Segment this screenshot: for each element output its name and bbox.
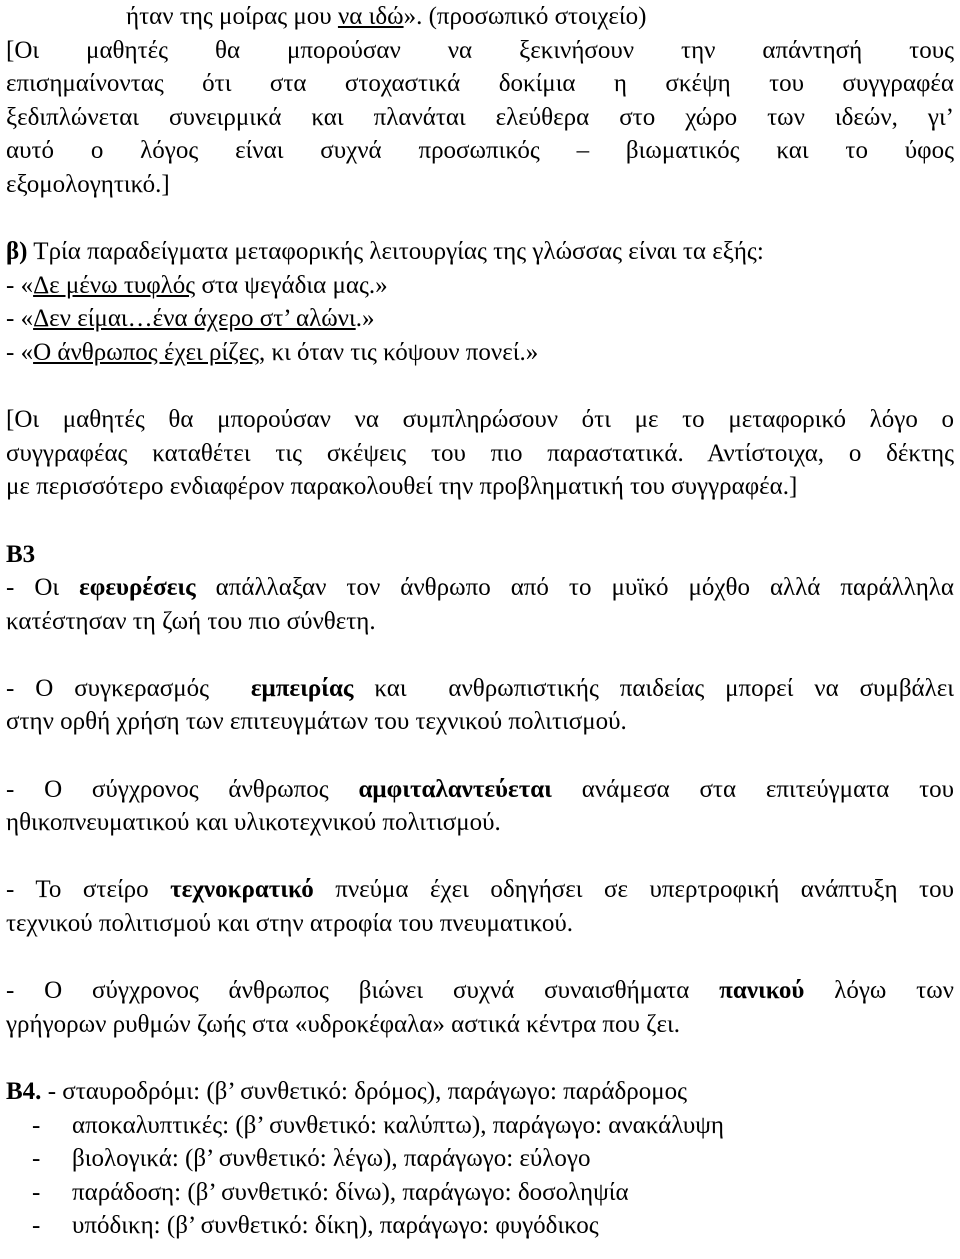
intro-line-5: αυτό ο λόγος είναι συχνά προσωπικός – βιωματικός και το ύφος	[6, 137, 954, 165]
spacer	[6, 739, 954, 773]
intro-line-4: ξεδιπλώνεται συνειρμικά και πλανάται ελεύθερα στο χώρο των ιδεών, γι’	[6, 103, 954, 131]
note-line-1: [Οι μαθητές θα μπορούσαν να συμπληρώσουν ότι με το μεταφορικό λόγο ο	[6, 406, 954, 434]
note-line-3: με περισσότερο ενδιαφέρον παρακολουθεί την προβληματική του συγγραφέα.]	[6, 473, 798, 501]
b3-item-line: κατέστησαν τη ζωή του πιο σύνθετη.	[6, 607, 376, 635]
b3-item-line: γρήγορων ρυθμών ζωής στα «υδροκέφαλα» αστικά κέντρα που ζει.	[6, 1010, 681, 1038]
spacer	[6, 638, 954, 672]
b3-item-line: - Ο συγκερασμός εμπειρίας και ανθρωπιστικής παιδείας μπορεί να συμβάλει	[6, 674, 954, 702]
example-item: - «Ο άνθρωπος έχει ρίζες, κι όταν τις κόψουν πονεί.»	[6, 338, 539, 366]
intro-line-6: εξομολογητικό.]	[6, 170, 170, 198]
b3-item-line: - Ο σύγχρονος άνθρωπος αμφιταλαντεύεται ανάμεσα στα επιτεύγματα του	[6, 775, 955, 803]
list-item: - αποκαλυπτικές: (β’ συνθετικό: καλύπτω), παράγωγο: ανακάλυψη	[32, 1111, 725, 1139]
b3-item-line: ηθικοπνευματικού και υλικοτεχνικού πολιτισμού.	[6, 809, 501, 837]
document-page	[6, 0, 954, 1243]
b3-heading: Β3	[6, 540, 36, 568]
list-item: - παράδοση: (β’ συνθετικό: δίνω), παράγωγο: δοσοληψία	[32, 1178, 629, 1206]
intro-line-1: ήταν της μοίρας μου να ιδώ». (προσωπικό στοιχείο)	[126, 3, 647, 30]
b3-item-line: - Το στείρο τεχνοκρατικό πνεύμα έχει οδηγήσει σε υπερτροφική ανάπτυξη του	[6, 876, 954, 904]
b4-first-line: Β4. - σταυροδρόμι: (β’ συνθετικό: δρόμος), παράγωγο: παράδρομος	[6, 1078, 688, 1105]
list-item: - βιολογικά: (β’ συνθετικό: λέγω), παράγωγο: εύλογο	[32, 1145, 591, 1173]
intro-line-3: επισημαίνοντας ότι στα στοχαστικά δοκίμια η σκέψη του συγγραφέα	[6, 70, 954, 98]
list-item: - υπόδικη: (β’ συνθετικό: δίκη), παράγωγο: φυγόδικος	[32, 1212, 599, 1240]
spacer	[6, 941, 954, 975]
b3-item-line: - Οι εφευρέσεις απάλλαξαν τον άνθρωπο από το μυϊκό μόχθο αλλά παράλληλα	[6, 574, 955, 602]
note-line-2: συγγραφέας καταθέτει τις σκέψεις του πιο παραστατικά. Αντίστοιχα, ο δέκτης	[6, 439, 954, 467]
b3-item-line: - Ο σύγχρονος άνθρωπος βιώνει συχνά συναισθήματα πανικού λόγω των	[6, 977, 954, 1005]
example-item: - «Δε μένω τυφλός στα ψεγάδια μας.»	[6, 271, 388, 299]
section-b-heading: β) Τρία παραδείγματα μεταφορικής λειτουργίας της γλώσσας είναι τα εξής:	[6, 238, 764, 266]
spacer	[6, 370, 954, 404]
spacer	[6, 1041, 954, 1075]
spacer	[6, 840, 954, 874]
example-item: - «Δεν είμαι…ένα άχερο στ’ αλώνι.»	[6, 305, 375, 333]
b3-item-line: τεχνικού πολιτισμού και στην ατροφία του πνευματικού.	[6, 910, 573, 938]
spacer	[6, 504, 954, 538]
b3-item-line: στην ορθή χρήση των επιτευγμάτων του τεχνικού πολιτισμού.	[6, 708, 627, 736]
intro-line-2: [Οι μαθητές θα μπορούσαν να ξεκινήσουν την απάντησή τους	[6, 36, 954, 64]
spacer	[6, 202, 954, 236]
